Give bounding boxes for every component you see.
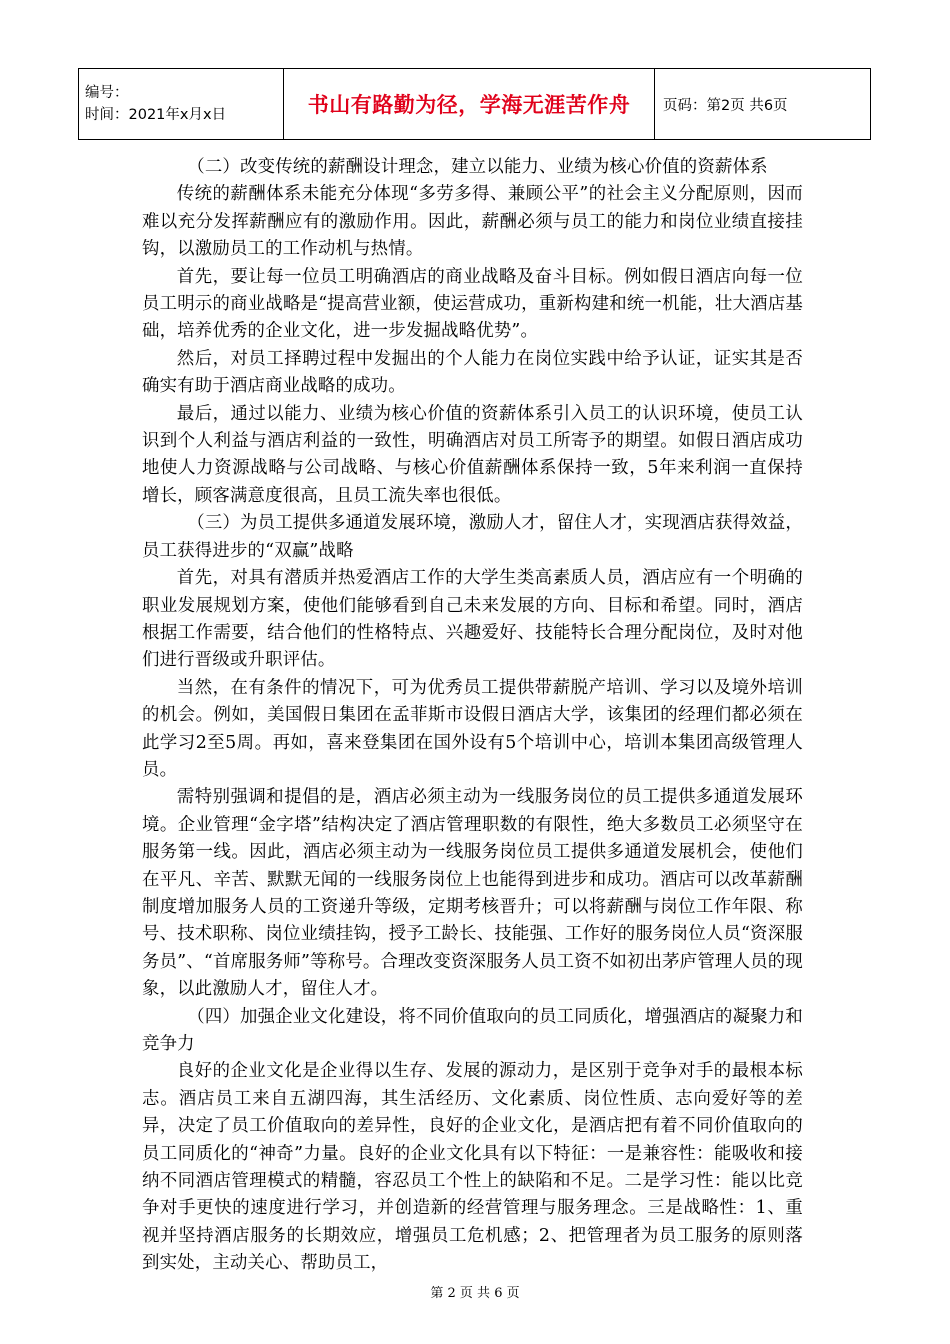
document-date-label: 时间：2021年x月x日 — [85, 107, 227, 123]
document-number-label: 编号： — [85, 85, 129, 101]
body-paragraph: 首先，对具有潜质并热爱酒店工作的大学生类高素质人员，酒店应有一个明确的职业发展规划方案，使他们能够看到自己未来发展的方向、目标和希望。同时，酒店根据工作需要，结合他们的性格特点、兴趣爱好、技能特长合理分配岗位，及时对他们进行晋级或升职评估。 — [142, 568, 803, 671]
section-heading: （三）为员工提供多通道发展环境，激励人才，留住人才，实现酒店获得效益，员工获得进步的“双赢”战略 — [142, 513, 803, 561]
body-paragraph: 然后，对员工择聘过程中发掘出的个人能力在岗位实践中给予认证，证实其是否确实有助于酒店商业战略的成功。 — [142, 348, 803, 397]
page-footer: 第 2 页 共 6 页 — [430, 1286, 520, 1301]
body-paragraph: 最后，通过以能力、业绩为核心价值的资薪体系引入员工的认识环境，使员工认识到个人利益与酒店利益的一致性，明确酒店对员工所寄予的期望。如假日酒店成功地使人力资源战略与公司战略、与核心价值薪酬体系保持一致，5年来利润一直保持增长，顾客满意度很高，且员工流失率也很低。 — [142, 403, 803, 506]
body-paragraph: 当然，在有条件的情况下，可为优秀员工提供带薪脱产培训、学习以及境外培训的机会。例如，美国假日集团在孟菲斯市设假日酒店大学，该集团的经理们都必须在此学习2至5周。再如，喜来登集团在国外设有5个培训中心，培训本集团高级管理人员。 — [142, 677, 803, 780]
header-meta-cell — [79, 69, 284, 140]
section-heading: （二）改变传统的薪酬设计理念，建立以能力、业绩为核心价值的资薪体系 — [187, 157, 768, 177]
body-paragraph: 需特别强调和提倡的是，酒店必须主动为一线服务岗位的员工提供多通道发展环境。企业管理“金字塔”结构决定了酒店管理职数的有限性，绝大多数员工必须坚守在服务第一线。因此，酒店必须主动为一线服务岗位员工提供多通道发展机会，使他们在平凡、辛苦、默默无闻的一线服务岗位上也能得到进步和成功。酒店可以改革薪酬制度增加服务人员的工资递升等级，定期考核晋升；可以将薪酬与岗位工作年限、称号、技术职称、岗位业绩挂钩，授予工龄长、技能强、工作好的服务岗位人员“资深服务员”、“首席服务师”等称号。合理改变资深服务人员工资不如初出茅庐管理人员的现象，以此激励人才，留住人才。 — [142, 787, 803, 1000]
body-paragraph: 良好的企业文化是企业得以生存、发展的源动力，是区别于竞争对手的最根本标志。酒店员工来自五湖四海，其生活经历、文化素质、岗位性质、志向爱好等的差异，决定了员工价值取向的差异性，良好的企业文化，是酒店把有着不同价值取向的员工同质化的“神奇”力量。良好的企业文化具有以下特征：一是兼容性：能吸收和接纳不同酒店管理模式的精髓，容忍员工个性上的缺陷和不足。二是学习性：能以比竞争对手更快的速度进行学习，并创造新的经营管理与服务理念。三是战略性：1、重视并坚持酒店服务的长期效应，增强员工危机感；2、把管理者为员工服务的原则落到实处，主动关心、帮助员工， — [142, 1061, 803, 1274]
header-page-label: 页码：第2页 共6页 — [655, 69, 871, 140]
body-paragraph: 传统的薪酬体系未能充分体现“多劳多得、兼顾公平”的社会主义分配原则，因而难以充分发挥薪酬应有的激励作用。因此，薪酬必须与员工的能力和岗位业绩直接挂钩，以激励员工的工作动机与热情。 — [142, 184, 803, 260]
document-body — [142, 154, 803, 1278]
header-motto: 书山有路勤为径，学海无涯苦作舟 — [284, 69, 655, 140]
section-heading: （四）加强企业文化建设，将不同价值取向的员工同质化，增强酒店的凝聚力和竞争力 — [142, 1006, 803, 1054]
header-table — [78, 68, 871, 140]
body-paragraph: 首先，要让每一位员工明确酒店的商业战略及奋斗目标。例如假日酒店向每一位员工明示的商业战略是“提高营业额，使运营成功，重新构建和统一机能，壮大酒店基础，培养优秀的企业文化，进一步发掘战略优势”。 — [142, 266, 803, 342]
